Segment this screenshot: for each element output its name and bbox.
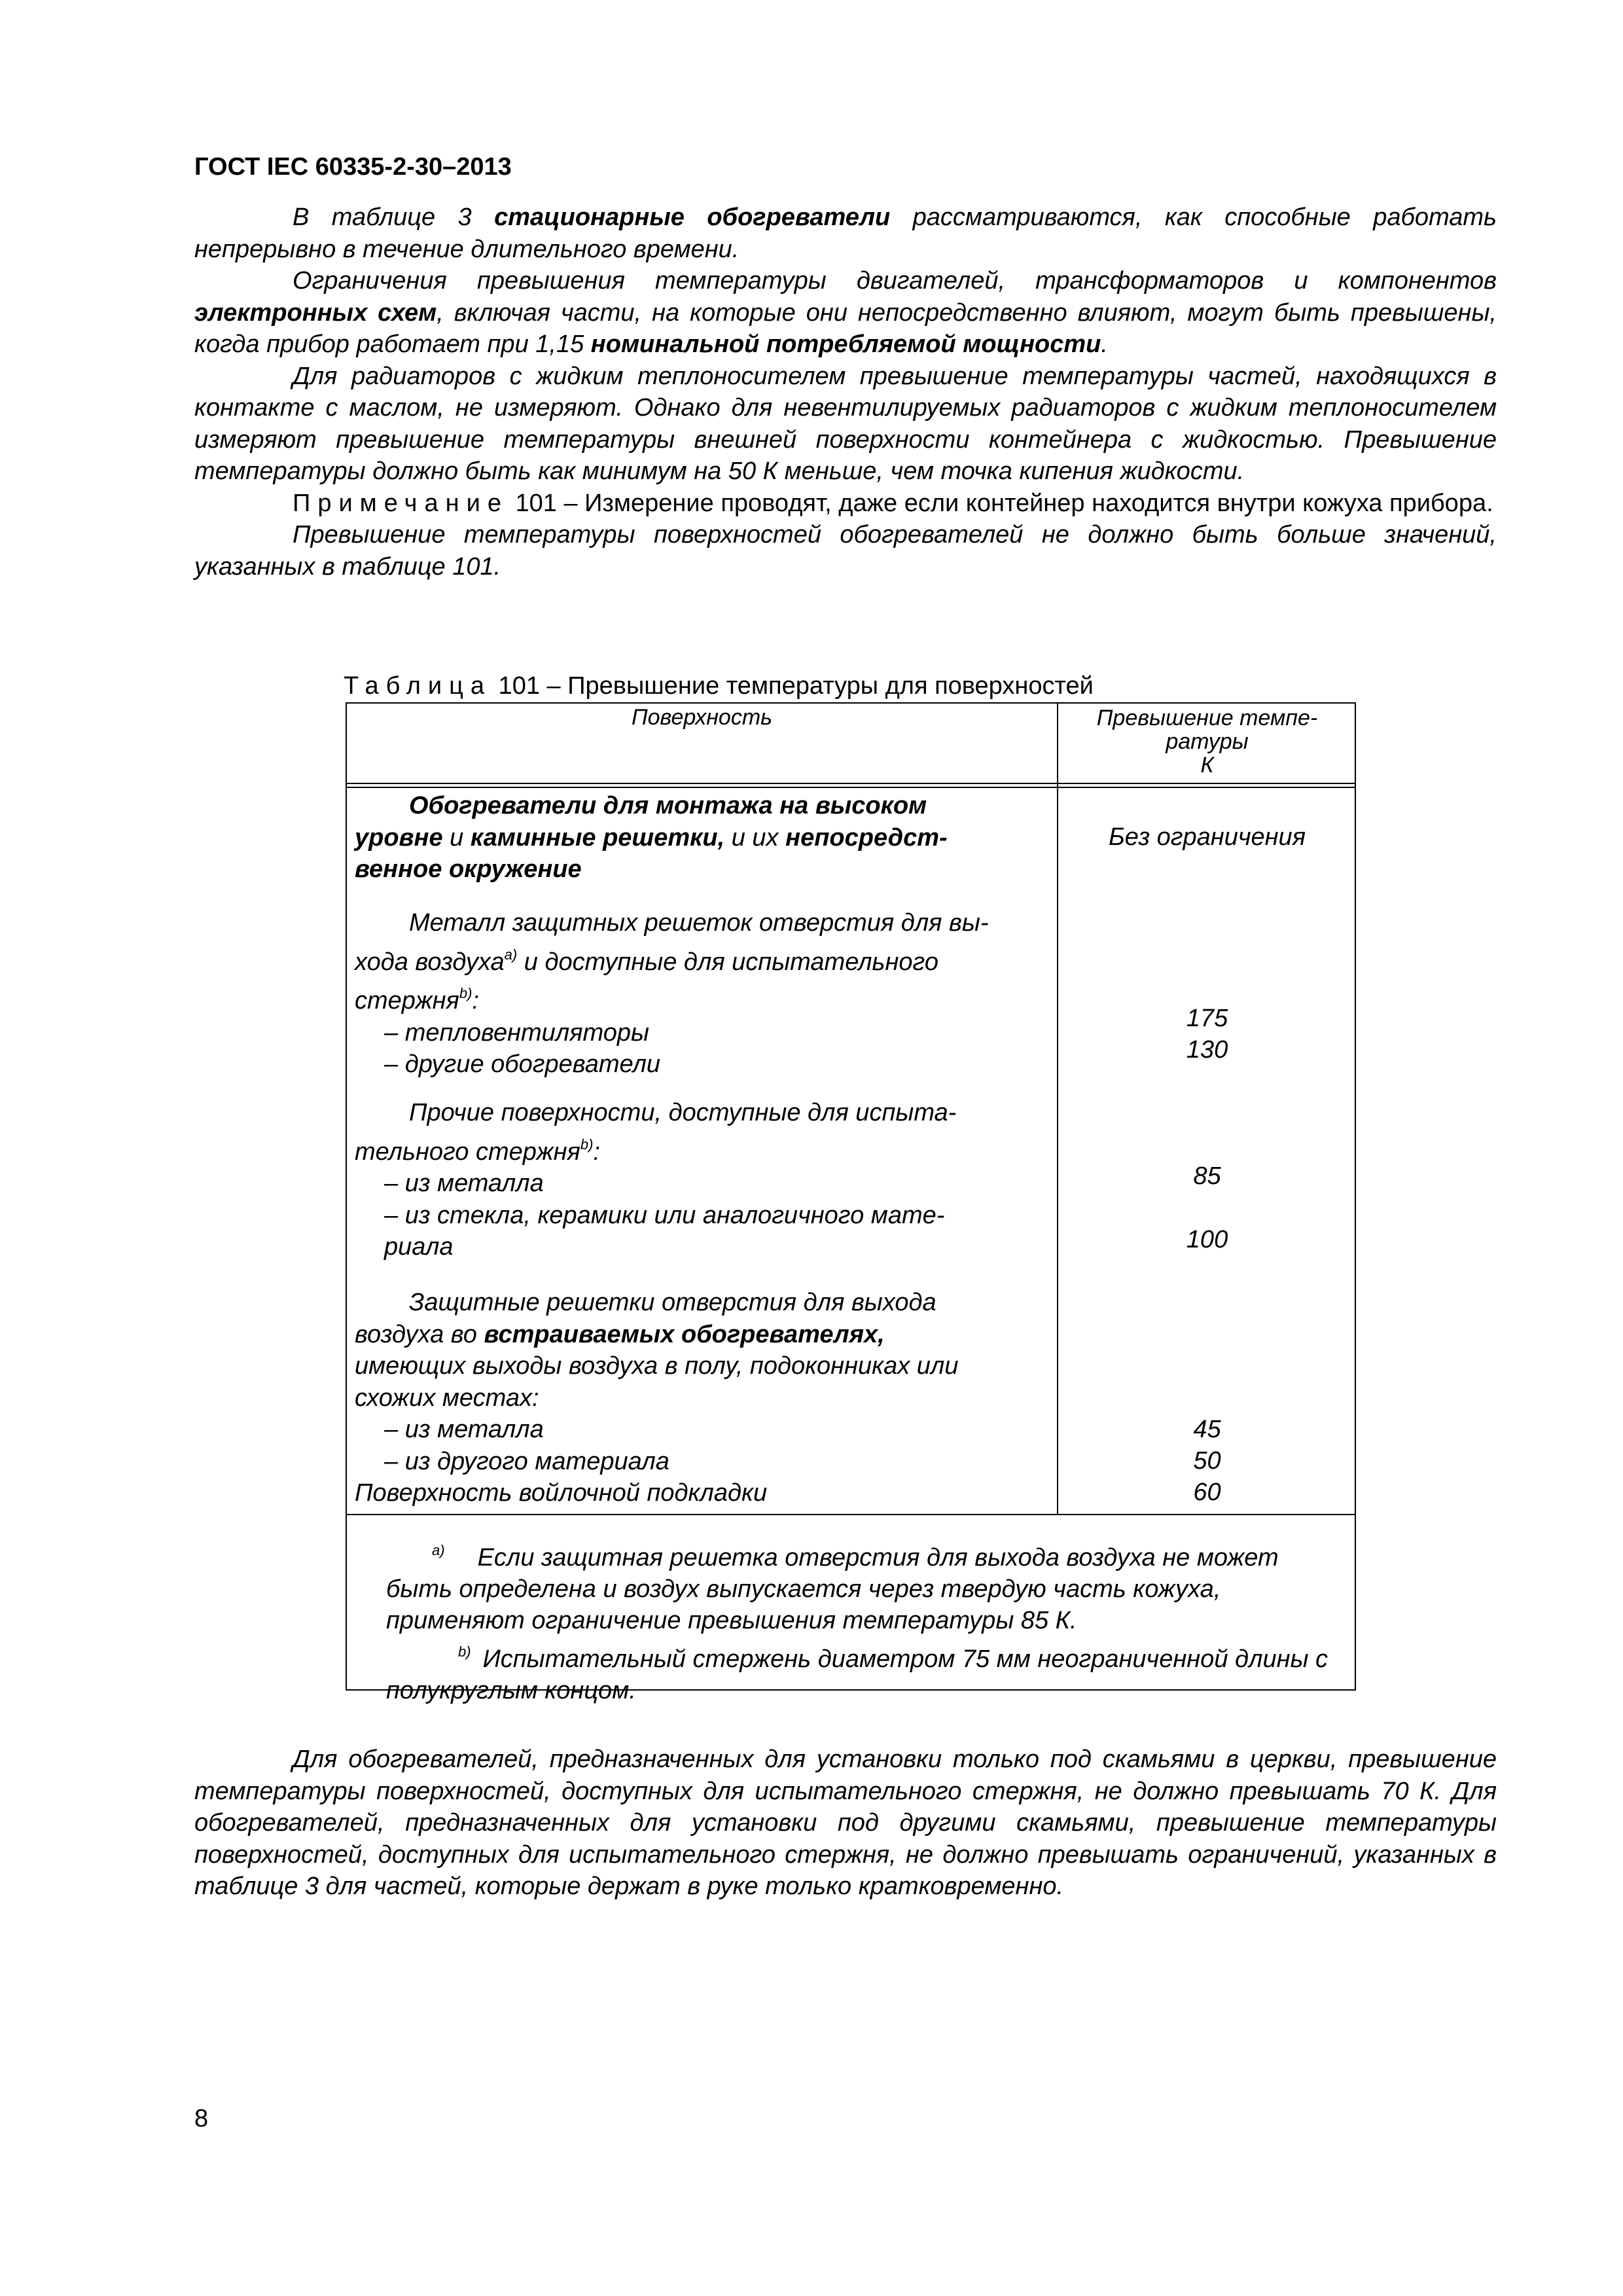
column-header-surface: Поверхность (631, 705, 773, 730)
value-felt-pad: 60 (1193, 1479, 1221, 1506)
page-number: 8 (194, 2105, 209, 2132)
value-other-heaters: 130 (1186, 1036, 1228, 1064)
paragraph-stationary-heaters: В таблице 3 стационарные обогреватели рассматриваются, как способные работать непрерывно в течение длительного времени. (194, 204, 1497, 263)
value-metal-surfaces: 85 (1193, 1162, 1221, 1190)
row-built-in-heaters: Защитные решетки отверстия для выхода воздуха во встраиваемых обогревателях, имеющих выходы воздуха в полу, подоконниках или схожих местах: – из металла – из другого материала Поверхность войлочной подкладки (355, 1289, 959, 1507)
document-header: ГОСТ IEC 60335-2-30–2013 (194, 153, 512, 181)
column-header-temperature-rise: Превышение темпе- ратуры К (1096, 706, 1318, 778)
header-divider (347, 783, 1355, 784)
value-built-in-other: 50 (1193, 1447, 1221, 1475)
value-built-in-metal: 45 (1193, 1416, 1221, 1443)
value-no-limit: Без ограничения (1109, 823, 1306, 851)
row-high-level-heaters: Обогреватели для монтажа на высоком уровне и каминные решетки, и их непосредст- венное окружение (355, 792, 948, 883)
row-metal-grilles: Металл защитных решеток отверстия для вы- хода воздуха$^{a)}$ и доступные для испытательного стержня$^{b)}$: – тепловентиляторы – другие обогреватели (355, 909, 989, 1078)
table-footnotes (386, 1535, 1338, 1706)
value-fan-heaters: 175 (1186, 1005, 1228, 1032)
temperature-rise-table (346, 702, 1356, 1704)
body-text (194, 202, 1497, 583)
paragraph-surface-limits: Превышение температуры поверхностей обогревателей не должно быть больше значений, указанных в таблице 101. (194, 521, 1497, 581)
paragraph-limits: Ограничения превышения температуры двигателей, трансформаторов и компонентов электронных схем, включая части, на которые они непосредственно влияют, могут быть превышены, когда прибор работает при 1,15 номинальной потребляемой мощности. (194, 267, 1497, 358)
row-other-surfaces: Прочие поверхности, доступные для испыта- тельного стержня$^{b)}$: – из металла – из стекла, керамики или аналогичного мате- риала (355, 1099, 957, 1261)
paragraph-church-benches: Для обогревателей, предназначенных для установки только под скамьями в церкви, превышение температуры поверхностей, доступных для испытательного стержня, не должно превышать 70 К. Для обогревателей, предназначенных для установки под другими скамьями, превышение температуры поверхностей, доступных для испытательного стержня, не должно превышать ограничений, указанных в таблице 3 для частей, которые держат в руке только кратковременно. (194, 1746, 1497, 1900)
footnote-b: $^{b)}$ Испытательный стержень диаметром 75 мм неограниченной длины с полукруглым концом. (386, 1643, 1329, 1704)
value-glass-surfaces: 100 (1186, 1226, 1228, 1253)
header-divider-double (347, 787, 1355, 788)
table-caption: Таблица 101 – Превышение температуры для поверхностей (344, 672, 1094, 700)
footnote-divider (347, 1514, 1355, 1515)
paragraph-radiators: Для радиаторов с жидким теплоносителем превышение температуры частей, находящихся в контакте с маслом, не измеряют. Однако для невентилируемых радиаторов с жидким теплоносителем измеряют превышение температуры внешней поверхности контейнера с жидкостью. Превышение температуры должно быть как минимум на 50 К меньше, чем точка кипения жидкости. (194, 362, 1497, 485)
note-101: Примечание 101 – Измерение проводят, даже если контейнер находится внутри кожуха прибора. (293, 489, 1493, 517)
footnote-a: $^{a)}$ Если защитная решетка отверстия для выхода воздуха не может быть определена и воздух выпускается через твердую часть кожуха, применяют ограничение превышения температуры 85 К. (386, 1542, 1279, 1634)
